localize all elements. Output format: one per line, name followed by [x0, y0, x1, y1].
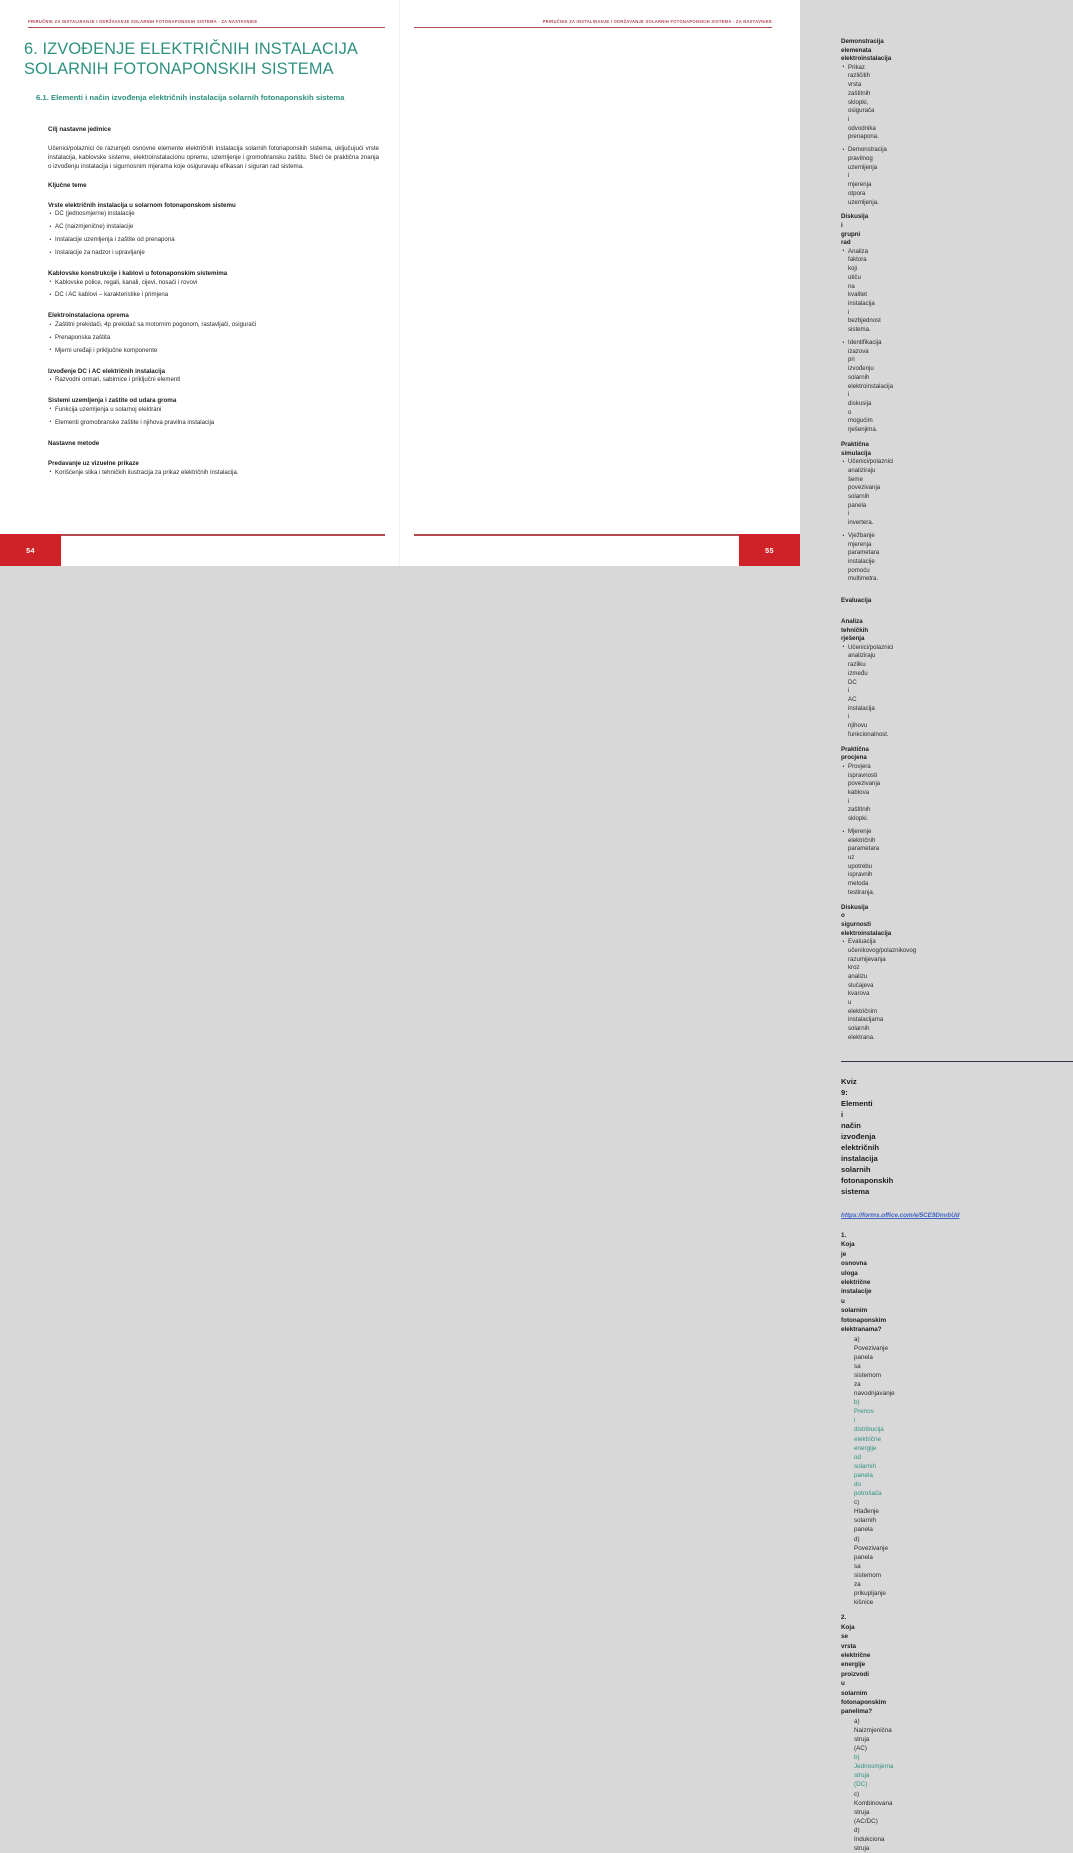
quiz-question-text: Koja je osnovna uloga električne instalacije u solarnim fotonaponskim elektranama?	[841, 1241, 887, 1334]
list-item: • Elementi gromobranske zaštite i njihova pravilna instalacija	[48, 419, 379, 428]
topic-group-heading: Vrste električnih instalacija u solarnom fotonaponskom sistemu	[48, 201, 236, 209]
folio-rule-right	[414, 534, 739, 536]
running-header-left	[28, 18, 385, 32]
quiz-question-number: 1.	[841, 1232, 847, 1240]
list-item: • Provjera ispravnosti povezivanja kablova i zaštitnih sklopki.	[841, 763, 848, 824]
list-item: • Identifikacija izazova pri izvođenju solarnih elektroinstalacija i diskusija o mogućim rješenjima.	[841, 339, 848, 435]
section-title: 6.1. Elementi i način izvođenja električnih instalacija solarnih fotonaponskih sistema	[36, 93, 345, 102]
folio-rule-left	[61, 534, 385, 536]
list-item: • Vježbanje mjerenja parametara instalacije pomoću multimetra.	[841, 532, 848, 584]
page-number-right: 55	[739, 534, 800, 566]
method-group-heading: Predavanje uz vizuelne prikaze	[48, 460, 139, 468]
key-topics-heading: Ključne teme	[48, 182, 87, 190]
page-number-left: 54	[0, 534, 61, 566]
quiz-answer-list: a) Naizmjenična struja (AC) b) Jednosmjerna struja (DC) c) Kombinovana struja (AC/DC) d) Indukciona struja	[854, 1717, 894, 1853]
list-item: • Razvodni ormari, sabirnice i priključni elementi	[48, 376, 379, 385]
topic-group-list	[48, 210, 379, 257]
chapter-title	[24, 40, 379, 79]
chapter-title-line-1: 6. IZVOĐENJE ELEKTRIČNIH INSTALACIJA	[24, 40, 358, 58]
list-item: • Instalacije uzemljenja i zaštite od prenapona	[48, 236, 379, 245]
list-item: • Analiza faktora koji utiču na kvalitet instalacija i bezbjednost sistema.	[841, 248, 848, 335]
topic-group-list	[48, 321, 379, 355]
running-header-text: PRIRUČNIK ZA INSTALIRANJE I ODRŽAVANJE SOLARNIH FOTONAPONSKIH SISTEMA - ZA NASTAVNIKE	[28, 19, 258, 24]
list-item: • DC i AC kablovi – karakteristike i primjena	[48, 291, 379, 300]
list-item: • Mjerni uređaji i priključne komponente	[48, 347, 379, 356]
quiz-link[interactable]: https://forms.office.com/e/5CE9DnvbUd	[841, 1212, 960, 1220]
running-header-rule	[414, 27, 772, 29]
quiz-separator-rule	[841, 1061, 1073, 1062]
page-left	[0, 0, 400, 566]
list-item: • Demonstracija pravilnog uzemljenja i mjerenja otpora uzemljenja.	[841, 146, 848, 207]
page-right: PRIRUČNIK ZA INSTALIRANJE I ODRŽAVANJE SOLARNIH FOTONAPONSKIH SISTEMA - ZA NASTAVNIKE Demonstracija elemenata elektroinstalacija • Prikaz različitih vrsta zaštitnih sklopki, osigurača i odvodnika prenapona. • Demonstracija pravilnog uzemljenja i mjerenja otpora uzemljenja. Diskusija i grupni rad • Analiza faktora koji utiču na kvalitet instalacija i bezbjednost sistema. • Identifikacija izazova pri izvođenju solarnih elektroinstalacija i diskusija o mogućim rješenjima. Praktična simulacija • Učenici/polaznici analiziraju šeme povezivanja solarnih panela i invertera. • Vježbanje mjerenja parametara instalacije pomoću multimetra. Evaluacija Analiza tehničkih rješenja • Učenici/polaznici analiziraju razliku između DC i AC instalacija i njihovu funkcionalnost. Praktična procjena • Provjera ispravnosti povezivanja kablova i zaštitnih sklopki. • Mjerenje električnih parametara uz upotrebu ispravnih metoda testiranja. Diskusija o sigurnosti elektroinstalacija • Evaluacija učenikovog/polaznikovog razumijevanja kroz analizu slučajeva kvarova u električnim instalacijama solarnih elektrana. Kviz 9: Elementi i način izvođenja električnih instalacija solarnih fotonaponskih sistema https://forms.office.com/e/5CE9DnvbUd 1. Koja je osnovna uloga električne instalacije u solarnim fotonaponskim elektranama? a) Povezivanje panela sa sistemom za navodnjavanje b) Prenos i distribucija električne energije od solarnih panela do potrošača c) Hlađenje solarnih panela d) Povezivanje panela sa sistemom za prikupljanje kišnice 2. Koja se vrsta električne energije proizvodi u solarnim fotonaponskim panelima? a) Naizmjenična struja (AC) b) Jednosmjerna struja (DC) c) Kombinovana struja (AC/DC) d) Indukciona struja 55	[400, 0, 800, 566]
list-item: • DC (jednosmjerne) instalacije	[48, 210, 379, 219]
chapter-title-line-2: SOLARNIH FOTONAPONSKIH SISTEMA	[24, 59, 334, 78]
running-header-rule	[28, 27, 385, 29]
objective-heading: Cilj nastavne jedinice	[48, 126, 111, 133]
list-item: • Zaštitni prekidači, 4p prekidač sa motornim pogonom, rastavljači, osigurači	[48, 321, 379, 330]
list-item: • Učenici/polaznici analiziraju razliku između DC i AC instalacija i njihovu funkcionalnost.	[841, 644, 848, 740]
topic-group-heading: Sistemi uzemljenja i zaštite od udara groma	[48, 397, 177, 405]
quiz-question-text: Koja se vrsta električne energije proizvodi u solarnim fotonaponskim panelima?	[841, 1623, 887, 1716]
running-header-text: PRIRUČNIK ZA INSTALIRANJE I ODRŽAVANJE SOLARNIH FOTONAPONSKIH SISTEMA - ZA NASTAVNIKE	[542, 19, 772, 24]
quiz-question-number: 2.	[841, 1614, 847, 1622]
list-item: • Prikaz različitih vrsta zaštitnih sklopki, osigurača i odvodnika prenapona.	[841, 64, 848, 142]
list-item: • Instalacije za nadzor i upravljanje	[48, 249, 379, 258]
left-page-body	[48, 126, 379, 482]
topic-group-list	[48, 376, 379, 385]
list-item: • Učenici/polaznici analiziraju šeme povezivanja solarnih panela i invertera.	[841, 458, 848, 528]
list-item: • AC (naizmjenične) instalacije	[48, 223, 379, 232]
topic-group-heading: Kablovske konstrukcije i kablovi u fotonaponskim sistemima	[48, 269, 228, 277]
objective-text: Učenici/polaznici će razumjeti osnovne elemente električnih instalacija solarnih fotonaponskih sistema, uključujući vrste instalacija, kablovske sisteme, elektroinstalacionu opremu, uzemljenje i gromobransku zaštitu. Steći će praktična znanja o izvođenju instalacija i sigurnosnim mjerama koje osiguravaju efikasan i siguran rad sistema.	[48, 144, 379, 170]
quiz-answer-list: a) Povezivanje panela sa sistemom za navodnjavanje b) Prenos i distribucija električne energije od solarnih panela do potrošača c) Hlađenje solarnih panela d) Povezivanje panela sa sistemom za prikupljanje kišnice	[854, 1335, 895, 1607]
list-item: • Mjerenje električnih parametara uz upotrebu ispravnih metoda testiranja.	[841, 828, 848, 898]
running-header-right	[414, 18, 772, 32]
topic-group-list	[48, 406, 379, 428]
topic-group-heading: Izvođenje DC i AC električnih instalacija	[48, 367, 166, 375]
list-item: • Korišćenje slika i tehničkih ilustracija za prikaz električnih instalacija.	[48, 469, 379, 478]
topic-group-list	[48, 279, 379, 301]
list-item: • Evaluacija učenikovog/polaznikovog razumijevanja kroz analizu slučajeva kvarova u električnim instalacijama solarnih elektrana.	[841, 938, 848, 1042]
topic-group-heading: Elektroinstalaciona oprema	[48, 312, 129, 320]
method-group-list	[48, 469, 379, 478]
list-item: • Kablovske police, regali, kanali, cijevi, nosači i rovovi	[48, 279, 379, 288]
list-item: • Funkcija uzemljenja u solarnoj elektrani	[48, 406, 379, 415]
list-item: • Prenaponska zaštita	[48, 334, 379, 343]
methods-heading: Nastavne metode	[48, 440, 100, 448]
